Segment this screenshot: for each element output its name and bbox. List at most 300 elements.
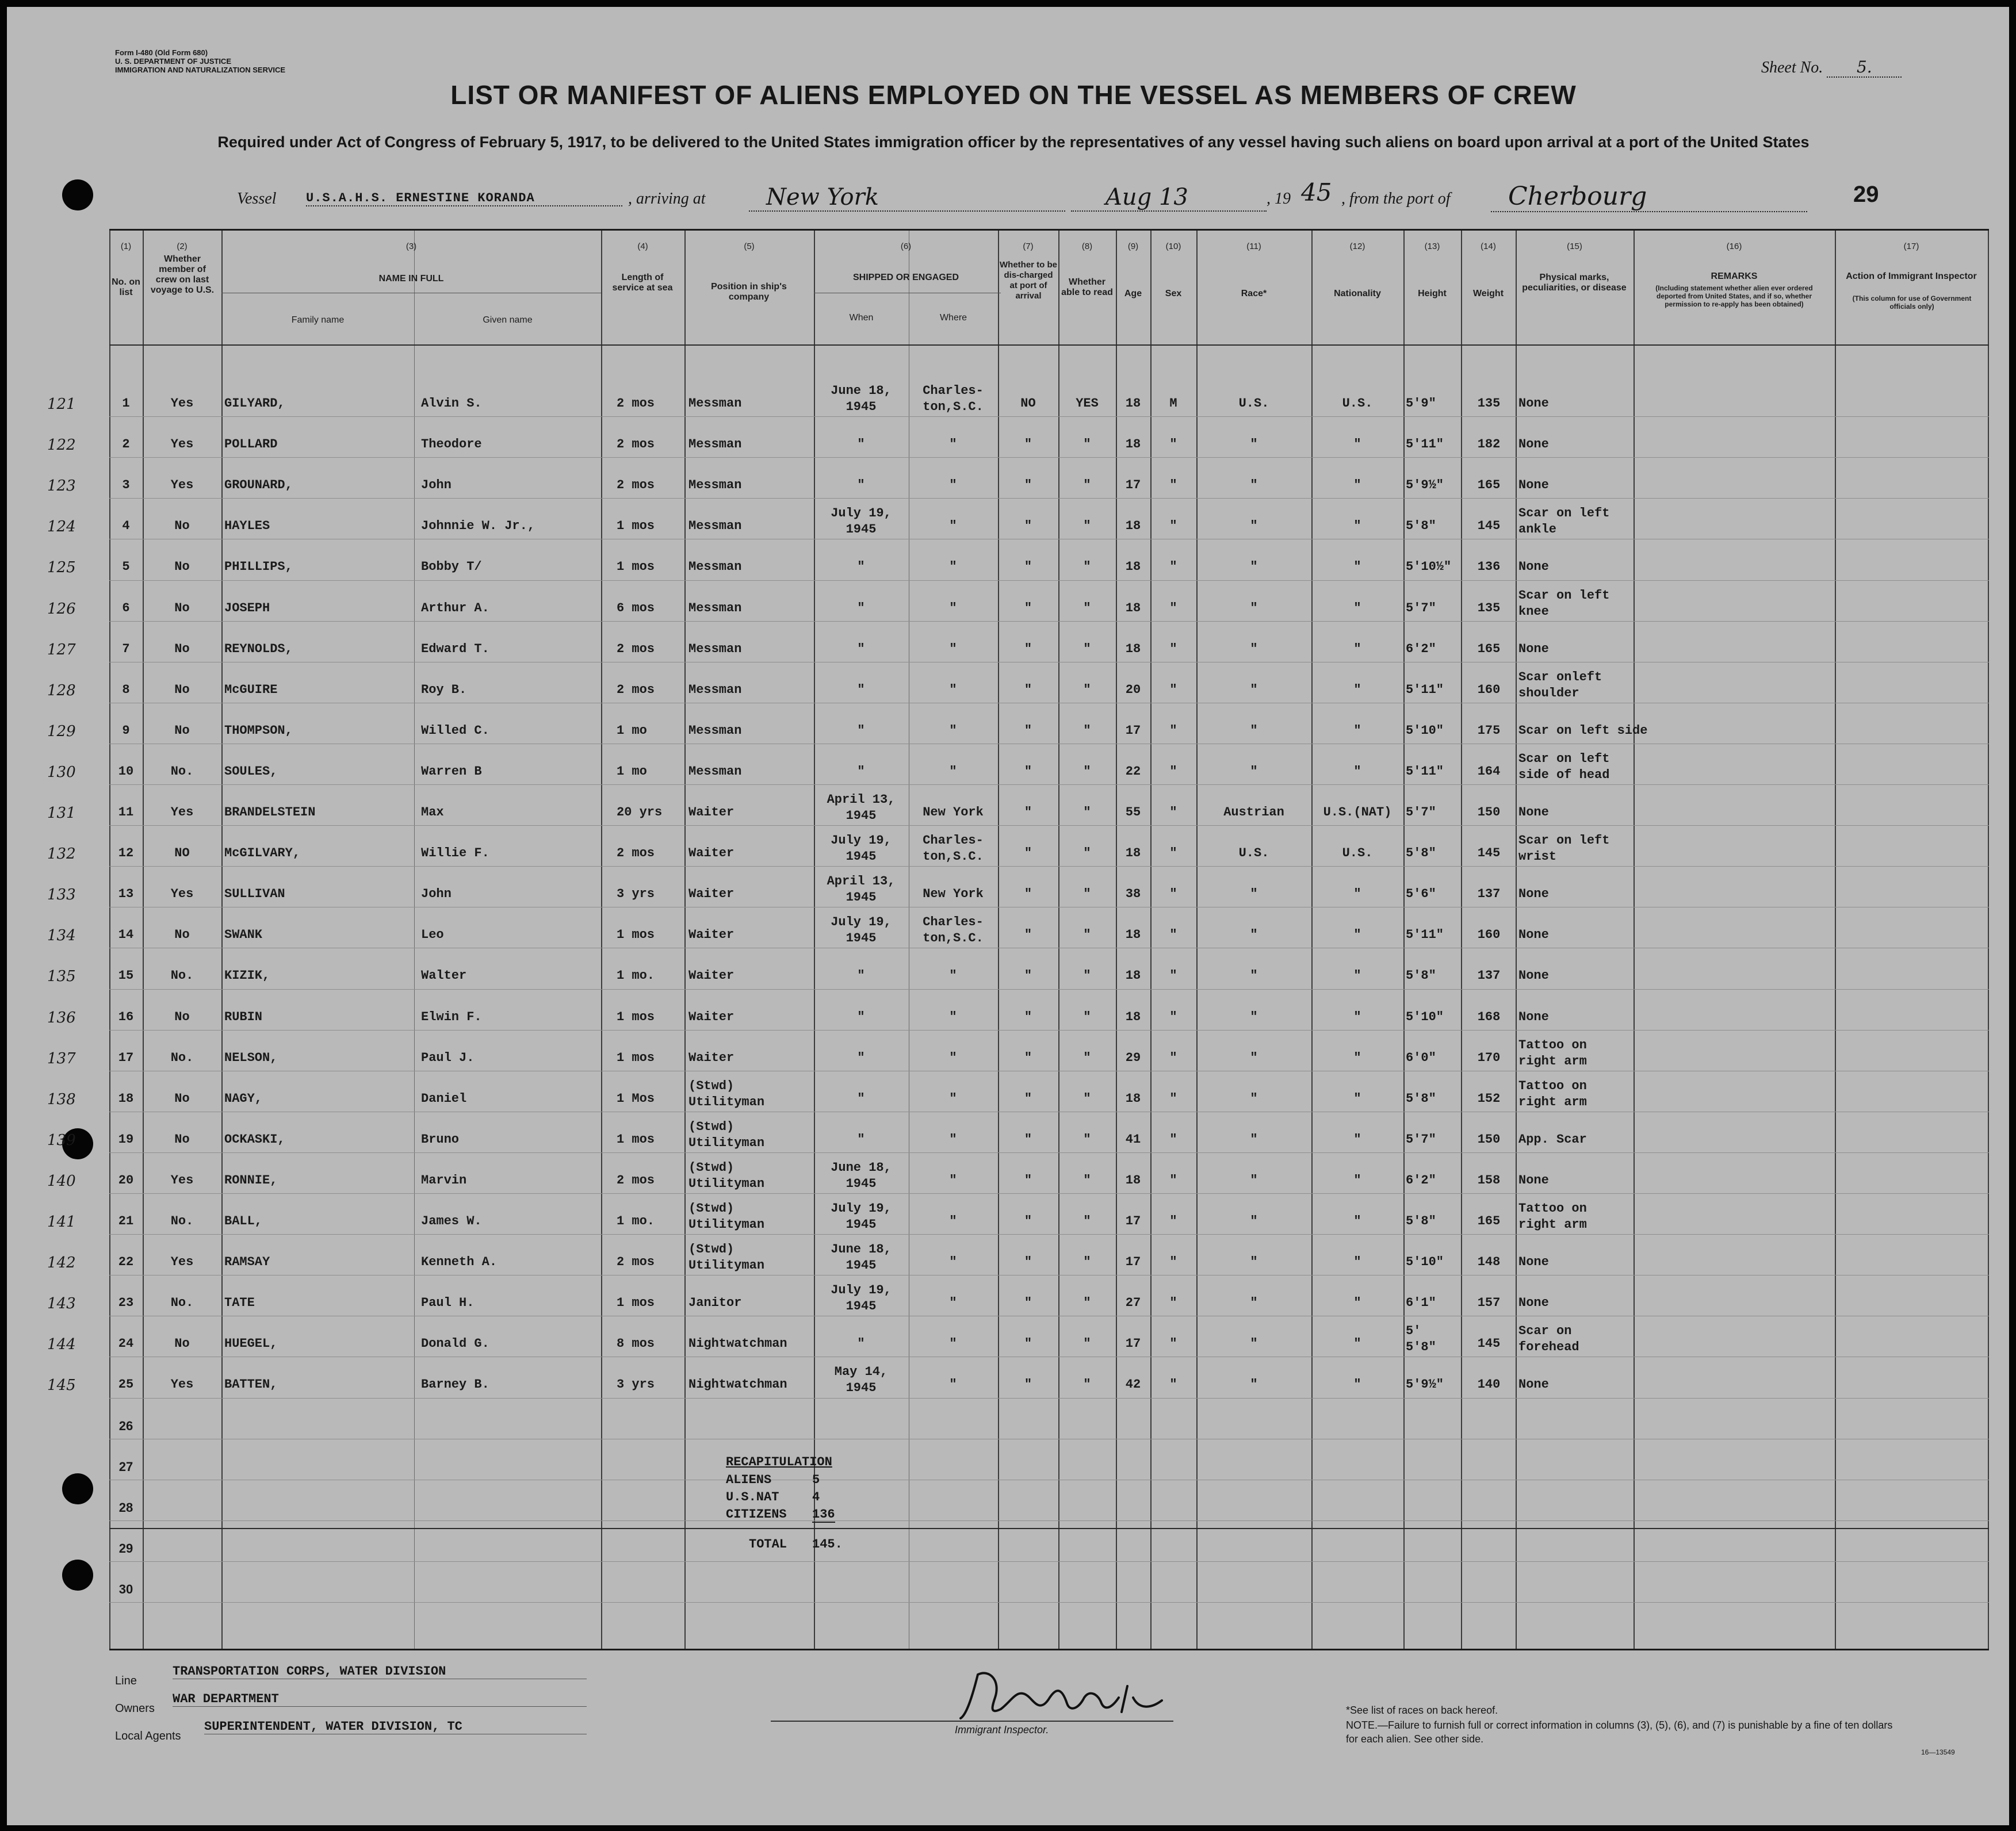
cell-height: 5'10" — [1406, 723, 1444, 738]
cell-position: Waiter — [688, 887, 735, 902]
recap-label: ALIENS — [726, 1473, 772, 1487]
cell-race: " — [1250, 1050, 1258, 1065]
column-header: Whether to be dis-charged at port of arrival — [1000, 260, 1057, 301]
print-code: 16—13549 — [1921, 1748, 1955, 1756]
cell-height: 5'11" — [1406, 928, 1444, 943]
cell-position: Waiter — [688, 805, 735, 819]
cell-race: " — [1250, 1214, 1258, 1228]
cell-sex: " — [1169, 1009, 1177, 1024]
cell-position: Messman — [688, 478, 742, 493]
cell-where: " — [949, 1214, 957, 1228]
cell-where: " — [949, 641, 957, 656]
recap-value: 5 — [812, 1473, 820, 1487]
cell-position: Waiter — [688, 1009, 735, 1024]
cell-given: Paul J. — [421, 1050, 475, 1065]
footer — [109, 1652, 1989, 1818]
cell-disch: " — [1024, 805, 1032, 819]
cell-given: Roy B. — [421, 682, 467, 697]
cell-read: " — [1083, 1377, 1091, 1392]
cell-position: Messman — [688, 519, 742, 534]
cell-race: " — [1250, 723, 1258, 738]
cell-weight: 165 — [1477, 1214, 1501, 1228]
cell-prev: No. — [170, 1296, 194, 1311]
cell-when: July 19, 1945 — [831, 506, 892, 537]
empty-row-number: 27 — [118, 1459, 133, 1474]
cell-service: 2 mos — [617, 682, 655, 697]
cell-service: 1 mos — [617, 1009, 655, 1024]
cell-sex: " — [1169, 1336, 1177, 1351]
cell-marks: None — [1518, 1255, 1549, 1270]
cell-hnum: 128 — [47, 681, 76, 699]
cell-height: 5'10½" — [1406, 560, 1452, 574]
cell-no: 14 — [118, 928, 134, 943]
arriving-at: New York — [749, 184, 1065, 212]
cell-race: " — [1250, 600, 1258, 615]
column-number: (14) — [1481, 242, 1496, 251]
cell-when: July 19, 1945 — [831, 833, 892, 864]
cell-marks: Tattoo on right arm — [1518, 1078, 1587, 1109]
cell-marks: Scar on left side — [1518, 723, 1648, 738]
cell-height: 6'0" — [1406, 1050, 1436, 1065]
cell-age: 27 — [1125, 1296, 1141, 1311]
cell-prev: No. — [170, 764, 194, 779]
cell-where: " — [949, 1377, 957, 1392]
cell-service: 3 yrs — [617, 887, 655, 902]
cell-where: Charles- ton,S.C. — [923, 915, 984, 946]
cell-height: 5'6" — [1406, 887, 1436, 902]
cell-service: 1 mos — [617, 928, 655, 943]
cell-disch: " — [1024, 887, 1032, 902]
cell-height: 5'7" — [1406, 1132, 1436, 1147]
cell-when: June 18, 1945 — [831, 1242, 892, 1273]
cell-marks: None — [1518, 560, 1549, 574]
cell-hnum: 126 — [47, 600, 76, 618]
recap-total-label: TOTAL — [749, 1537, 787, 1552]
cell-position: (Stwd) Utilityman — [688, 1201, 765, 1232]
cell-no: 23 — [118, 1296, 134, 1311]
table-row — [7, 1238, 2009, 1280]
cell-family: SOULES, — [224, 764, 278, 779]
cell-weight: 165 — [1477, 641, 1501, 656]
cell-position: (Stwd) Utilityman — [688, 1160, 765, 1191]
cell-position: Nightwatchman — [688, 1336, 787, 1351]
cell-sex: " — [1169, 968, 1177, 983]
cell-no: 22 — [118, 1255, 134, 1270]
recap-label: CITIZENS — [726, 1507, 787, 1522]
recap-total-value: 145. — [812, 1537, 843, 1552]
cell-marks: Scar on left wrist — [1518, 833, 1610, 864]
table-row — [7, 1075, 2009, 1116]
cell-no: 1 — [122, 396, 130, 411]
cell-age: 18 — [1125, 437, 1141, 452]
column-number: (6) — [900, 242, 912, 251]
cell-hnum: 144 — [47, 1336, 76, 1354]
cell-sex: " — [1169, 437, 1177, 452]
cell-weight: 135 — [1477, 600, 1501, 615]
cell-given: Marvin — [421, 1173, 467, 1188]
cell-no: 3 — [122, 478, 130, 493]
empty-row-number: 29 — [118, 1541, 133, 1556]
cell-where: " — [949, 1132, 957, 1147]
cell-disch: " — [1024, 1296, 1032, 1311]
cell-marks: None — [1518, 641, 1549, 656]
cell-prev: No — [174, 723, 190, 738]
cell-where: " — [949, 1336, 957, 1351]
cell-sex: M — [1169, 396, 1177, 411]
column-number: (9) — [1127, 242, 1139, 251]
cell-service: 20 yrs — [617, 805, 663, 819]
column-header: Whether member of crew on last voyage to U.S. — [150, 254, 215, 295]
cell-no: 4 — [122, 519, 130, 534]
cell-age: 41 — [1125, 1132, 1141, 1147]
cell-position: Janitor — [688, 1296, 742, 1311]
cell-where: " — [949, 764, 957, 779]
cell-prev: No. — [170, 1050, 194, 1065]
cell-sex: " — [1169, 928, 1177, 943]
table-row — [7, 380, 2009, 421]
cell-hnum: 143 — [47, 1295, 76, 1313]
cell-marks: Scar on left side of head — [1518, 751, 1610, 782]
cell-where: " — [949, 1255, 957, 1270]
cell-sex: " — [1169, 1091, 1177, 1106]
cell-nat: " — [1353, 1255, 1361, 1270]
table-row — [7, 1361, 2009, 1402]
cell-disch: NO — [1020, 396, 1036, 411]
cell-marks: None — [1518, 805, 1549, 819]
vessel-line — [237, 178, 1790, 216]
cell-position: Messman — [688, 723, 742, 738]
cell-height: 6'2" — [1406, 1173, 1436, 1188]
column-header: SHIPPED OR ENGAGED — [852, 273, 959, 282]
cell-service: 1 mos — [617, 519, 655, 534]
cell-nat: " — [1353, 641, 1361, 656]
cell-age: 18 — [1125, 1173, 1141, 1188]
owners-label: Owners — [115, 1702, 155, 1715]
cell-no: 7 — [122, 641, 130, 656]
cell-service: 2 mos — [617, 641, 655, 656]
cell-weight: 158 — [1477, 1173, 1501, 1188]
cell-service: 1 mo. — [617, 1214, 655, 1228]
cell-when: " — [857, 478, 865, 493]
column-header: Height — [1418, 289, 1447, 298]
cell-read: " — [1083, 641, 1091, 656]
cell-weight: 157 — [1477, 1296, 1501, 1311]
cell-race: " — [1250, 478, 1258, 493]
column-header: Race* — [1241, 289, 1267, 298]
cell-family: TATE — [224, 1296, 255, 1311]
cell-prev: Yes — [170, 478, 194, 493]
cell-family: RAMSAY — [224, 1255, 270, 1270]
cell-when: " — [857, 968, 865, 983]
cell-age: 18 — [1125, 846, 1141, 861]
cell-when: " — [857, 560, 865, 574]
cell-weight: 135 — [1477, 396, 1501, 411]
cell-where: " — [949, 1091, 957, 1106]
cell-weight: 137 — [1477, 887, 1501, 902]
column-number: (17) — [1903, 242, 1919, 251]
recap-value: 4 — [812, 1490, 820, 1504]
cell-disch: " — [1024, 1173, 1032, 1188]
cell-when: " — [857, 1336, 865, 1351]
cell-race: " — [1250, 519, 1258, 534]
cell-where: " — [949, 1050, 957, 1065]
column-number: (7) — [1023, 242, 1034, 251]
column-header: Action of Immigrant Inspector — [1846, 271, 1977, 281]
cell-disch: " — [1024, 478, 1032, 493]
cell-when: " — [857, 437, 865, 452]
recap-label: U.S.NAT — [726, 1490, 779, 1504]
cell-given: Elwin F. — [421, 1009, 482, 1024]
form-id — [115, 48, 285, 74]
cell-weight: 137 — [1477, 968, 1501, 983]
cell-prev: Yes — [170, 805, 194, 819]
cell-height: 5'11" — [1406, 682, 1444, 697]
cell-family: SULLIVAN — [224, 887, 285, 902]
cell-service: 2 mos — [617, 846, 655, 861]
agents-label: Local Agents — [115, 1730, 181, 1742]
cell-where: " — [949, 723, 957, 738]
cell-when: " — [857, 600, 865, 615]
cell-age: 18 — [1125, 641, 1141, 656]
column-note: (Including statement whether alien ever ordered deported from United States, and if so, whether permission to re-apply has been obtained) — [1655, 284, 1813, 308]
cell-sex: " — [1169, 641, 1177, 656]
column-number: (2) — [177, 242, 188, 251]
cell-age: 18 — [1125, 1009, 1141, 1024]
cell-when: April 13, 1945 — [827, 874, 896, 905]
cell-disch: " — [1024, 764, 1032, 779]
vessel-label: Vessel — [237, 190, 277, 208]
cell-prev: No — [174, 641, 190, 656]
cell-service: 3 yrs — [617, 1377, 655, 1392]
cell-marks: Tattoo on right arm — [1518, 1037, 1587, 1068]
cell-age: 18 — [1125, 600, 1141, 615]
cell-given: Arthur A. — [421, 600, 489, 615]
cell-service: 8 mos — [617, 1336, 655, 1351]
cell-where: " — [949, 1296, 957, 1311]
cell-race: U.S. — [1238, 396, 1269, 411]
cell-weight: 150 — [1477, 1132, 1501, 1147]
cell-position: (Stwd) Utilityman — [688, 1242, 765, 1273]
cell-position: Messman — [688, 396, 742, 411]
column-number: (10) — [1165, 242, 1181, 251]
cell-race: " — [1250, 682, 1258, 697]
cell-hnum: 127 — [47, 641, 76, 658]
cell-prev: Yes — [170, 1173, 194, 1188]
cell-marks: None — [1518, 437, 1549, 452]
cell-position: Messman — [688, 682, 742, 697]
cell-weight: 160 — [1477, 928, 1501, 943]
cell-sex: " — [1169, 1132, 1177, 1147]
cell-where: " — [949, 682, 957, 697]
cell-disch: " — [1024, 641, 1032, 656]
column-number: (1) — [120, 242, 132, 251]
cell-read: " — [1083, 723, 1091, 738]
cell-where: " — [949, 1173, 957, 1188]
column-header: Nationality — [1334, 289, 1381, 298]
cell-prev: Yes — [170, 396, 194, 411]
cell-family: NAGY, — [224, 1091, 263, 1106]
cell-prev: No. — [170, 1214, 194, 1228]
cell-height: 5'8" — [1406, 846, 1436, 861]
cell-hnum: 137 — [47, 1049, 76, 1067]
cell-given: Theodore — [421, 437, 482, 452]
cell-disch: " — [1024, 968, 1032, 983]
cell-family: BATTEN, — [224, 1377, 278, 1392]
column-subheader: Where — [939, 313, 967, 323]
cell-nat: " — [1353, 928, 1361, 943]
table-row — [7, 829, 2009, 871]
cell-when: May 14, 1945 — [834, 1365, 888, 1396]
cell-position: (Stwd) Utilityman — [688, 1119, 765, 1150]
cell-height: 5' 5'8" — [1406, 1324, 1436, 1355]
cell-nat: " — [1353, 723, 1361, 738]
table-row — [7, 1197, 2009, 1239]
table-row — [7, 420, 2009, 462]
cell-hnum: 124 — [47, 518, 76, 536]
cell-service: 1 mo — [617, 764, 647, 779]
cell-position: Waiter — [688, 928, 735, 943]
cell-sex: " — [1169, 1377, 1177, 1392]
page-number: 29 — [1853, 182, 1879, 207]
cell-no: 8 — [122, 682, 130, 697]
cell-weight: 152 — [1477, 1091, 1501, 1106]
cell-read: " — [1083, 805, 1091, 819]
sheet-label: Sheet No. — [1761, 59, 1823, 76]
cell-hnum: 133 — [47, 886, 76, 904]
cell-read: " — [1083, 968, 1091, 983]
recap-line — [726, 1507, 864, 1527]
cell-read: " — [1083, 519, 1091, 534]
cell-when: " — [857, 1091, 865, 1106]
column-header: Position in ship's company — [711, 282, 787, 302]
cell-weight: 164 — [1477, 764, 1501, 779]
table-row — [7, 1279, 2009, 1320]
cell-sex: " — [1169, 764, 1177, 779]
cell-family: RONNIE, — [224, 1173, 278, 1188]
cell-nat: " — [1353, 1377, 1361, 1392]
cell-disch: " — [1024, 1336, 1032, 1351]
cell-when: July 19, 1945 — [831, 1283, 892, 1314]
cell-age: 18 — [1125, 560, 1141, 574]
cell-family: PHILLIPS, — [224, 560, 293, 574]
cell-family: RUBIN — [224, 1009, 263, 1024]
cell-family: THOMPSON, — [224, 723, 293, 738]
cell-hnum: 139 — [47, 1131, 76, 1149]
cell-weight: 175 — [1477, 723, 1501, 738]
cell-when: " — [857, 1050, 865, 1065]
cell-when: July 19, 1945 — [831, 915, 892, 946]
cell-hnum: 132 — [47, 845, 76, 863]
cell-nat: " — [1353, 1214, 1361, 1228]
cell-race: " — [1250, 1255, 1258, 1270]
cell-read: " — [1083, 1132, 1091, 1147]
cell-marks: App. Scar — [1518, 1132, 1587, 1147]
column-subheader: Given name — [483, 315, 533, 325]
cell-read: " — [1083, 1214, 1091, 1228]
cell-given: Bruno — [421, 1132, 460, 1147]
column-header: Age — [1124, 289, 1142, 298]
cell-no: 19 — [118, 1132, 134, 1147]
cell-age: 17 — [1125, 1214, 1141, 1228]
cell-prev: No — [174, 1132, 190, 1147]
recap-value: 136 — [812, 1507, 835, 1522]
cell-where: Charles- ton,S.C. — [923, 384, 984, 414]
column-number: (12) — [1349, 242, 1365, 251]
cell-service: 2 mos — [617, 1255, 655, 1270]
cell-family: HAYLES — [224, 519, 270, 534]
column-header: Physical marks, peculiarities, or disease — [1522, 273, 1627, 293]
cell-marks: None — [1518, 887, 1549, 902]
cell-marks: None — [1518, 478, 1549, 493]
cell-position: Messman — [688, 641, 742, 656]
cell-age: 17 — [1125, 723, 1141, 738]
table-row — [7, 1320, 2009, 1361]
cell-service: 1 mo — [617, 723, 647, 738]
cell-position: Nightwatchman — [688, 1377, 787, 1392]
cell-age: 18 — [1125, 928, 1141, 943]
cell-race: " — [1250, 560, 1258, 574]
cell-disch: " — [1024, 1255, 1032, 1270]
table-row — [7, 1156, 2009, 1198]
cell-age: 55 — [1125, 805, 1141, 819]
arriving-label: , arriving at — [628, 190, 706, 208]
cell-when: " — [857, 764, 865, 779]
cell-height: 5'10" — [1406, 1255, 1444, 1270]
cell-prev: No — [174, 1091, 190, 1106]
cell-given: Kenneth A. — [421, 1255, 498, 1270]
cell-age: 22 — [1125, 764, 1141, 779]
cell-no: 13 — [118, 887, 134, 902]
cell-sex: " — [1169, 846, 1177, 861]
cell-sex: " — [1169, 805, 1177, 819]
cell-weight: 145 — [1477, 519, 1501, 534]
cell-hnum: 130 — [47, 763, 76, 781]
cell-hnum: 140 — [47, 1172, 76, 1190]
inspector-line — [771, 1721, 1173, 1722]
cell-marks: Scar onleft shoulder — [1518, 669, 1602, 700]
cell-disch: " — [1024, 1091, 1032, 1106]
cell-given: John — [421, 887, 452, 902]
column-header: Length of service at sea — [612, 273, 673, 293]
recap-line — [726, 1473, 864, 1490]
cell-hnum: 136 — [47, 1009, 76, 1026]
cell-height: 5'10" — [1406, 1009, 1444, 1024]
cell-no: 20 — [118, 1173, 134, 1188]
cell-race: " — [1250, 1009, 1258, 1024]
column-header: Sex — [1165, 289, 1182, 298]
cell-disch: " — [1024, 682, 1032, 697]
column-number: (4) — [637, 242, 648, 251]
cell-where: " — [949, 478, 957, 493]
cell-age: 17 — [1125, 478, 1141, 493]
punch-hole — [62, 1560, 93, 1591]
table-row — [7, 870, 2009, 911]
cell-no: 11 — [118, 805, 134, 819]
cell-nat: " — [1353, 764, 1361, 779]
cell-where: " — [949, 968, 957, 983]
cell-read: " — [1083, 1173, 1091, 1188]
cell-read: " — [1083, 928, 1091, 943]
cell-service: 1 mos — [617, 1296, 655, 1311]
cell-sex: " — [1169, 1255, 1177, 1270]
inspector-signature — [955, 1663, 1185, 1726]
cell-nat: " — [1353, 519, 1361, 534]
column-header: No. on list — [112, 277, 140, 297]
column-header: NAME IN FULL — [378, 274, 444, 284]
cell-prev: No — [174, 560, 190, 574]
cell-nat: " — [1353, 1296, 1361, 1311]
cell-hnum: 142 — [47, 1254, 76, 1272]
